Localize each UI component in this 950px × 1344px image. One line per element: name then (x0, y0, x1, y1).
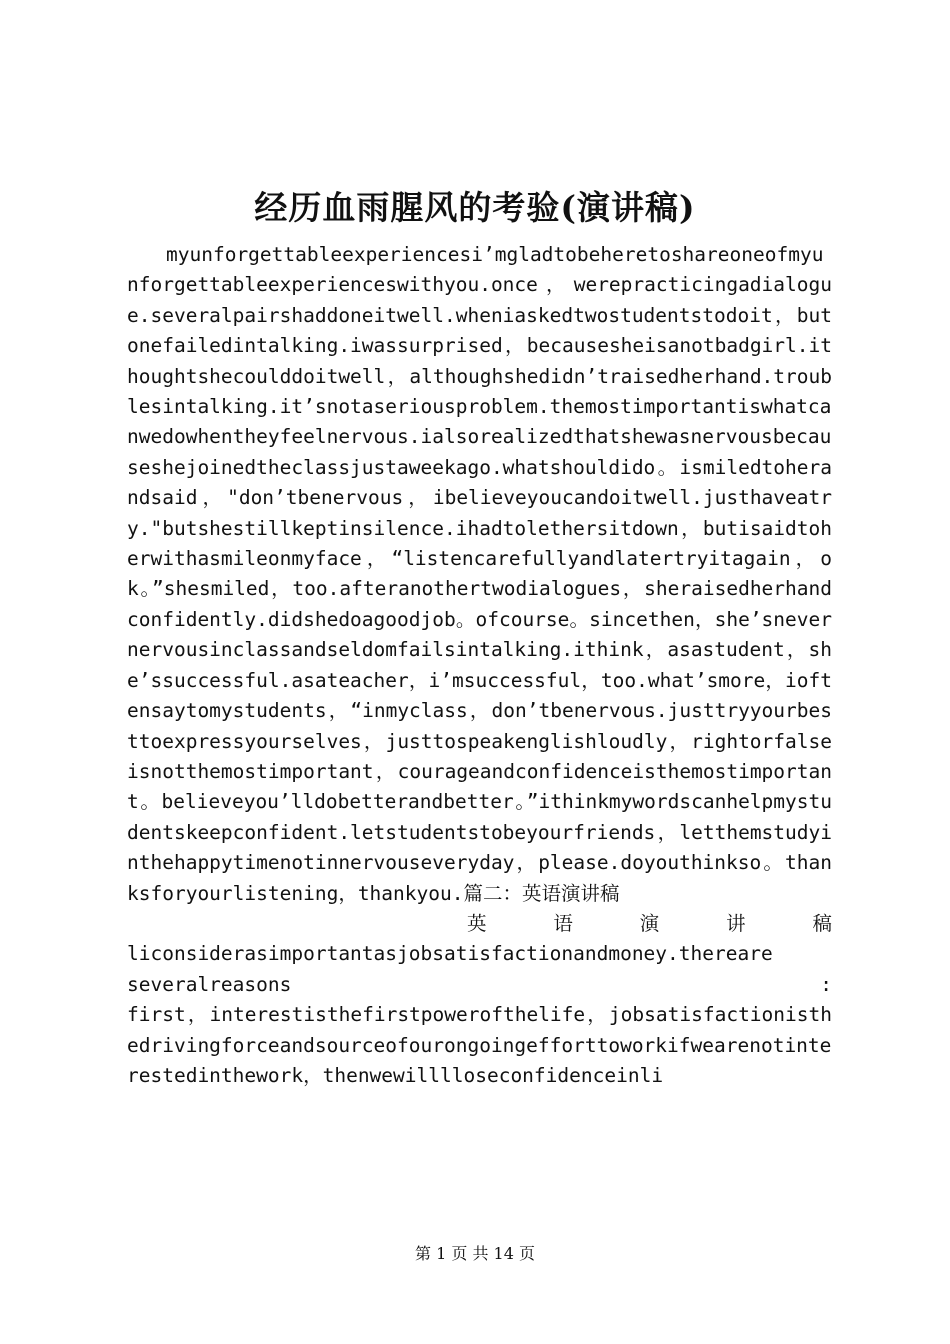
subtitle-char: 语 (553, 911, 573, 935)
paragraph-3: first，interestisthefirstpowerofthelife，jobsatisfactionisthedrivingforceandsourceofourongoingefforttoworkifwearenotinterestedinthework，thenwewilllloseconfidenceinli (127, 1003, 832, 1087)
subtitle-char: 稿 (812, 911, 832, 935)
subtitle-char: 英 (467, 911, 487, 935)
paragraph-2: liconsiderasimportantasjobsatisfactionandmoney.thereare (127, 942, 773, 966)
reasons-colon: : (820, 972, 832, 996)
reasons-line (127, 970, 832, 1000)
subtitle-line (127, 909, 832, 939)
subtitle-char: 讲 (726, 911, 746, 935)
subtitle-char: 演 (639, 911, 660, 935)
paragraph-1: myunforgettableexperiencesi’mgladtobeheretoshareoneofmyunforgettableexperienceswithyou.once，werepracticingadialogue.severalpairshaddoneitwell.wheniaskedtwostudentstodoit，butonefailedintalking.iwassurprised，becausesheisanotbadgirl.ithoughtshecoulddoitwell，althoughshedidn’traisedherhand.troublesintalking.it’snotaseriousproblem.themostimportantiswhatcanwedowhentheyfeelnervous.ialsorealizedthatshewasnervousbecauseshejoinedtheclassjustaweekago.whatshouldido。ismiledtoherandsaid，"don’tbenervous，ibelieveyoucandoitwell.justhaveatry."butshestillkeptinsilence.ihadtolethersitdown，butisaidtoherwithasmileonmyface，“listencarefullyandlatertryitagain，ok。”shesmiled，too.afteranothertwodialogues，sheraisedherhandconfidently.didshedoagoodjob。ofcourse。sincethen，she’snevernervousinclassandseldomfailsintalking.ithink，asastudent，she’ssuccessful.asateacher，i’msuccessful，too.what’smore，ioftensaytomystudents，“inmyclass，don’tbenervous.justtryyourbesttoexpressyourselves，justtospeakenglishloudly，rightorfalseisnotthemostimportant，courageandconfidenceisthemostimportant。believeyou’lldobetterandbetter。”ithinkmywordscanhelpmystudentskeepconfident.letstudentstobeyourfriends，letthemstudyinthehappytimenotinnervouseveryday，please.doyouthinkso。thanksforyourlistening，thankyou.篇二：英语演讲稿 (127, 243, 832, 905)
reasons-text: severalreasons (127, 972, 292, 996)
page-footer: 第 1 页 共 14 页 (415, 1244, 535, 1263)
document-title: 经历血雨腥风的考验(演讲稿) (254, 188, 696, 227)
document-body (127, 240, 832, 1091)
